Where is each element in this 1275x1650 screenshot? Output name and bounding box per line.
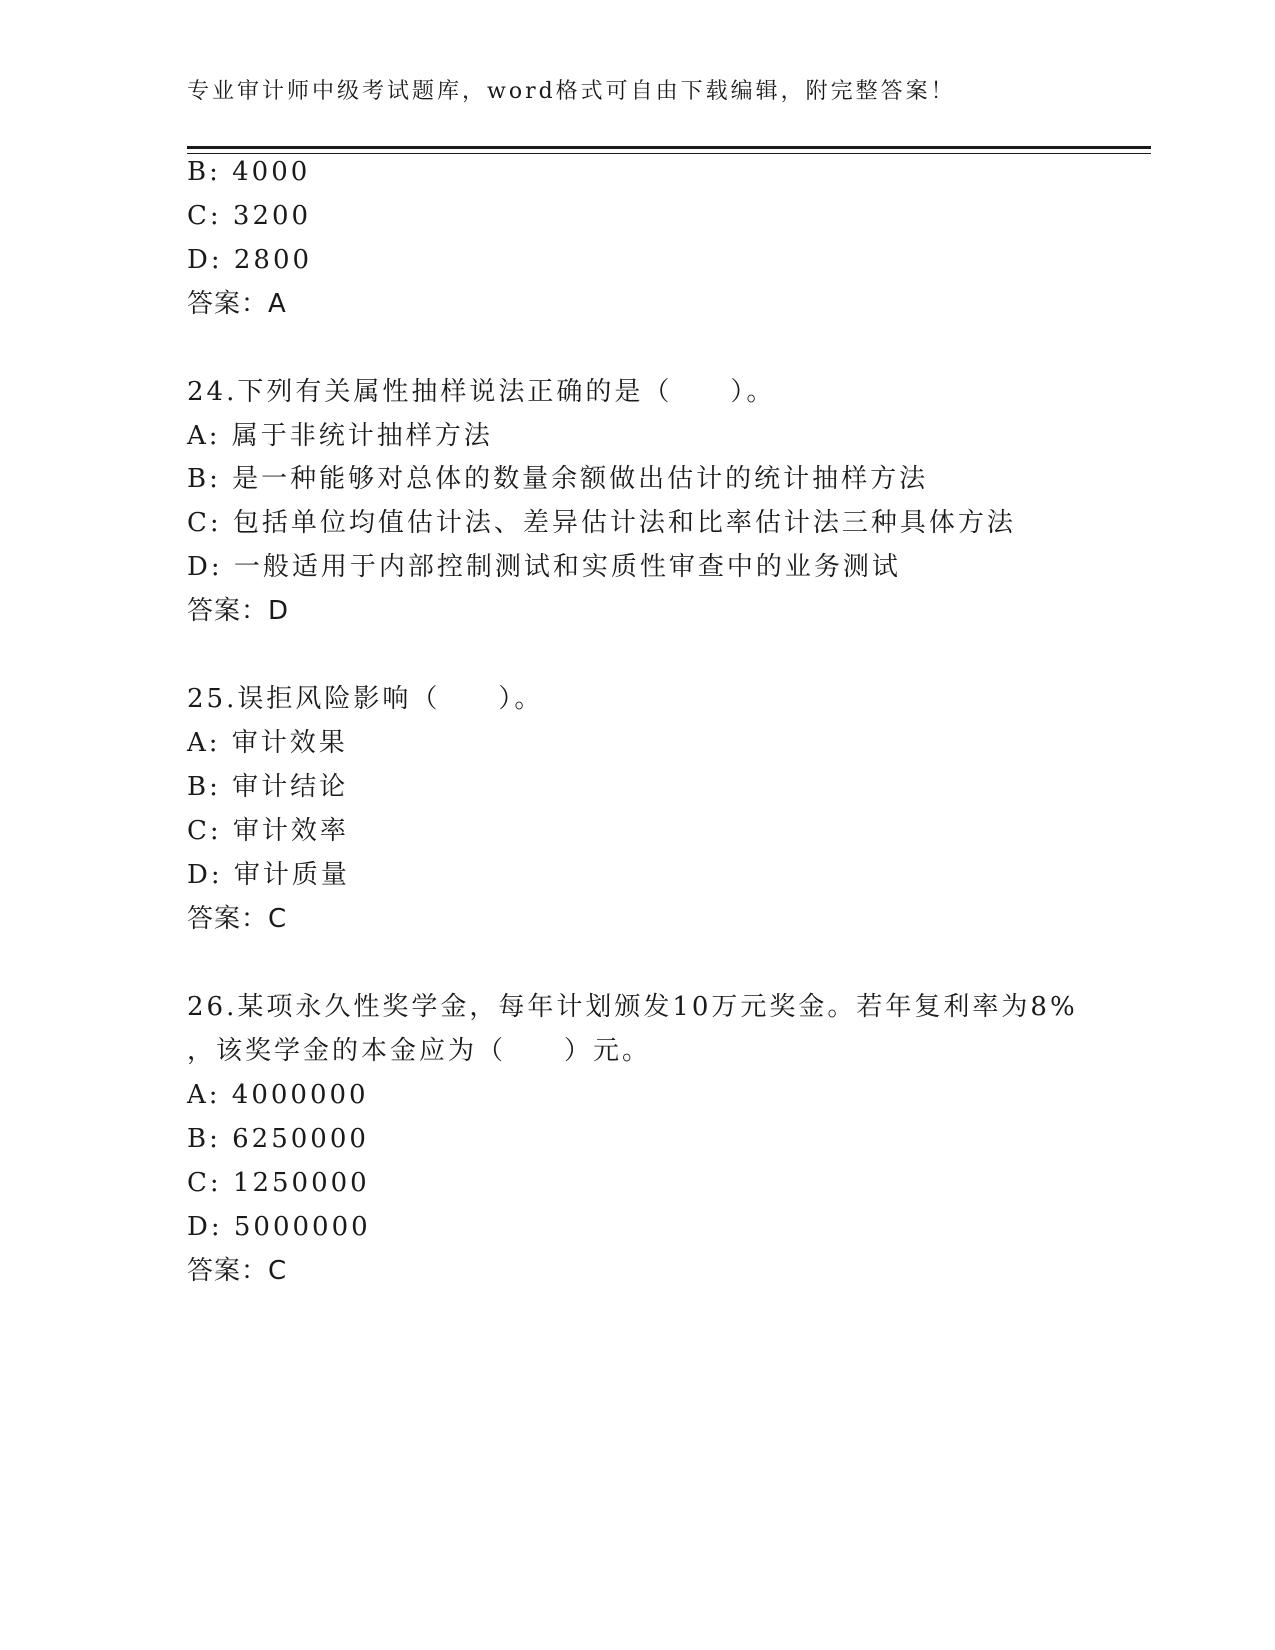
option-b: B: 审计结论 [187, 772, 349, 802]
option-c: C: 1250000 [187, 1168, 370, 1198]
option-c: C: 审计效率 [187, 816, 349, 846]
header-rule-thick [187, 146, 1151, 149]
question-26-continued: ，该奖学金的本金应为（ ）元。 [187, 1036, 652, 1066]
option-d: D: 审计质量 [187, 860, 350, 890]
answer-line: 答案：C [187, 904, 288, 934]
option-a: A: 属于非统计抽样方法 [187, 421, 493, 451]
option-b: B: 6250000 [187, 1124, 369, 1154]
header-rule-thin [187, 153, 1151, 154]
option-d: D: 2800 [187, 245, 313, 275]
option-c: C: 包括单位均值估计法、差异估计法和比率估计法三种具体方法 [187, 508, 1016, 538]
question-26: 26.某项永久性奖学金，每年计划颁发10万元奖金。若年复利率为8% [187, 992, 1078, 1022]
option-a: A: 4000000 [187, 1080, 369, 1110]
answer-line: 答案：A [187, 289, 287, 319]
option-a: A: 审计效果 [187, 728, 348, 758]
option-b: B: 4000 [187, 157, 311, 187]
option-c: C: 3200 [187, 201, 312, 231]
question-24: 24.下列有关属性抽样说法正确的是（ ）。 [187, 377, 776, 407]
answer-line: 答案：C [187, 1256, 288, 1286]
option-b: B: 是一种能够对总体的数量余额做出估计的统计抽样方法 [187, 464, 929, 494]
answer-line: 答案：D [187, 596, 290, 626]
page-header: 专业审计师中级考试题库，word格式可自由下载编辑，附完整答案！ [187, 79, 956, 104]
question-25: 25.误拒风险影响（ ）。 [187, 684, 544, 714]
option-d: D: 5000000 [187, 1212, 371, 1242]
option-d: D: 一般适用于内部控制测试和实质性审查中的业务测试 [187, 552, 901, 582]
